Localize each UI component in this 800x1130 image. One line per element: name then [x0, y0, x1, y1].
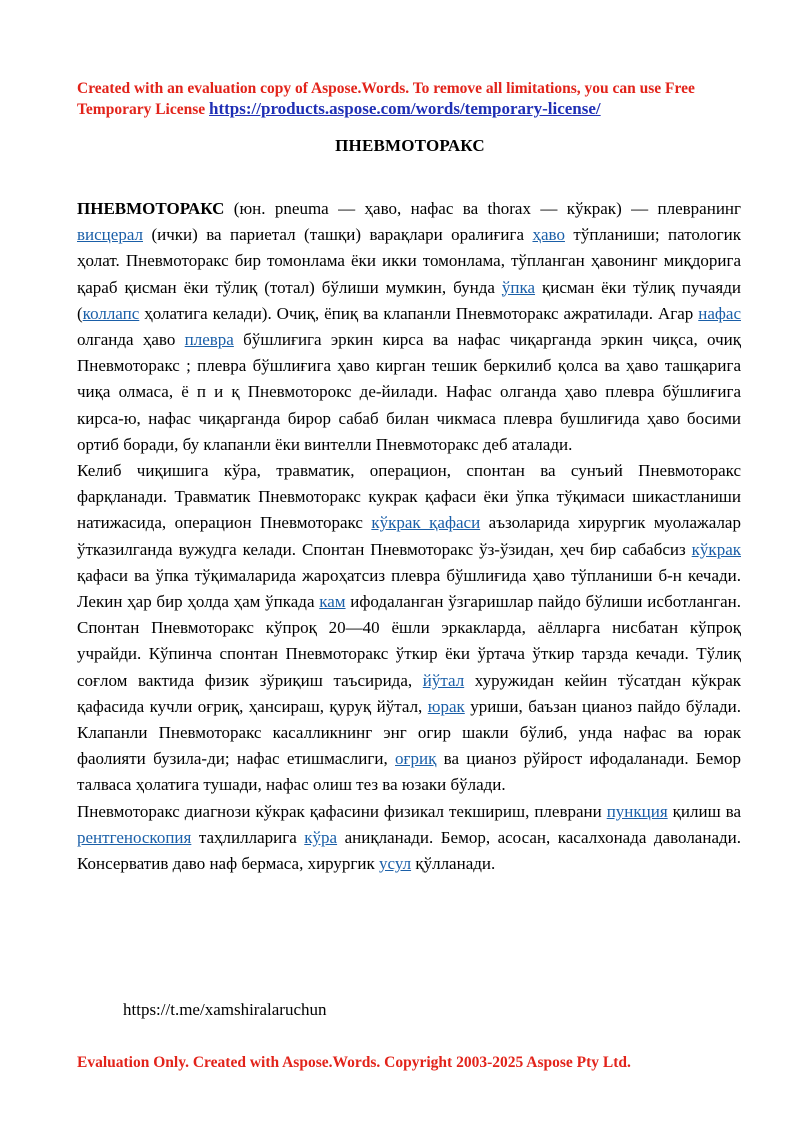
link-puncture[interactable]: пункция [606, 801, 668, 821]
text-run: таҳлилларига [191, 827, 305, 847]
temporary-license-link[interactable]: https://products.aspose.com/words/temporary-license/ [209, 99, 601, 118]
link-chest[interactable]: кўкрак [691, 539, 741, 559]
link-lung[interactable]: ўпка [501, 277, 536, 297]
link-kam[interactable]: кам [319, 592, 346, 612]
link-pain[interactable]: оғриқ [395, 749, 437, 769]
text-run: қўлланади. [411, 854, 496, 874]
link-method[interactable]: усул [379, 854, 412, 874]
text-run: уриши, баъзан цианоз пайдо бўлади. Клапанли Пневмоторакс касалликнинг энг огир шакли бўлиб, унда нафас ва юрак фаолияти бузила-ди; нафас етишмаслиги, [77, 696, 742, 769]
text-run: (юн. pneuma — ҳаво, нафас ва thorax — кўкрак) — плевранинг [224, 199, 741, 218]
text-run: олганда ҳаво [77, 330, 185, 350]
evaluation-notice-header [77, 79, 737, 120]
text-run: қилиш ва [667, 801, 741, 821]
link-heart[interactable]: юрак [427, 696, 465, 716]
link-breath[interactable]: нафас [698, 303, 741, 323]
text-run: ифодаланган ўзгаришлар пайдо бўлиши исботланган. Спонтан Пневмоторакс кўпроқ 20—40 ёшли эркакларда, аёлларга нисбатан кўпроқ учрайди. Кўпинча спонтан Пневмоторакс ўткир ёки ўртача ўткир тарзда кечади. Тўлиқ соғлом вактида физик зўриқиш таъсирида, [77, 592, 741, 690]
link-chest-cavity[interactable]: кўкрак қафаси [371, 513, 481, 533]
paragraph-classification [77, 458, 741, 799]
article-body [77, 196, 741, 877]
paragraph-diagnosis [77, 799, 741, 878]
text-run: бўшлиғига эркин кирса ва нафас чиқарганда эркин чиқса, очиқ Пневмоторакс ; плевра бўшлиғига ҳаво кирган тешик беркилиб қолса ва ҳаво ташқарига чиқа олмаса, ё п и қ Пневмоторокс де-йилади. Нафас олганда ҳаво плевра бўшлиғига кирса-ю, нафас чиқарганда бирор сабаб билан чикмаса плевра бушлиғида ҳаво босими ортиб боради, бу клапанли ёки винтелли Пневмоторакс деб аталади. [77, 330, 741, 454]
text-run: тўпланиши; патологик ҳолат. Пневмоторакс бир томонлама ёки икки томонлама, тўпланган ҳавонинг миқдорига қараб қисман ёки тўлиқ (тотал) бўлиши мумкин, бунда [77, 225, 741, 297]
evaluation-notice-text: Created with an evaluation copy of Aspose.Words. To remove all limitations, you can use Free Temporary License [77, 80, 695, 118]
link-pleura[interactable]: плевра [184, 330, 234, 350]
text-run: қисман ёки тўлиқ пучаяди ( [77, 277, 741, 323]
document-title: ПНЕВМОТОРАКС [335, 136, 485, 155]
text-run: аниқланади. Бемор, асосан, касалхонада даволанади. Консерватив даво наф бермаса, хирургик [77, 827, 741, 874]
evaluation-notice-footer: Evaluation Only. Created with Aspose.Words. Copyright 2003-2025 Aspose Pty Ltd. [77, 1054, 631, 1071]
text-run: (ички) ва париетал (ташқи) варақлари оралиғига [143, 225, 533, 245]
paragraph-definition [77, 196, 741, 458]
link-visceral[interactable]: висцерал [77, 225, 143, 245]
text-run: Пневмоторакс диагнози кўкрак қафасини физикал текшириш, плеврани [77, 801, 607, 821]
text-run: ҳолатига келади). Очиқ, ёпиқ ва клапанли Пневмоторакс ажратилади. Агар [139, 303, 699, 323]
text-run: аъзоларида хирургик муолажалар ўтказилганда вужудга келади. Спонтан Пневмоторакс ўз-ўзидан, ҳеч бир сабабсиз [77, 513, 741, 559]
link-cough[interactable]: йўтал [422, 670, 465, 690]
lead-term: ПНЕВМОТОРАКС [77, 199, 225, 218]
link-air[interactable]: ҳаво [532, 225, 565, 245]
text-run: Келиб чиқишига кўра, травматик, операцион, спонтан ва сунъий Пневмоторакс фарқланади. Травматик Пневмоторакс кукрак қафаси ёки ўпка тўқимаси шикастланиши натижасида, операцион Пневмоторакс [77, 461, 741, 533]
link-according[interactable]: кўра [304, 827, 338, 847]
text-run: қафаси ва ўпка тўқималарида жароҳатсиз плевра бўшлиғида ҳаво тўпланиши б-н кечади. Лекин ҳар бир ҳолда ҳам ўпкада [77, 565, 741, 612]
link-fluoroscopy[interactable]: рентгеноскопия [77, 827, 192, 847]
text-run: ва цианоз рўйрост ифодаланади. Бемор талваса ҳолатига тушади, нафас олиш тез ва юзаки бўлади. [77, 749, 741, 795]
telegram-channel-url: https://t.me/xamshiralaruchun [123, 1000, 327, 1019]
link-collapse[interactable]: коллапс [82, 303, 140, 323]
text-run: хуружидан кейин тўсатдан кўкрак қафасида кучли оғриқ, ҳансираш, қуруқ йўтал, [77, 670, 741, 716]
